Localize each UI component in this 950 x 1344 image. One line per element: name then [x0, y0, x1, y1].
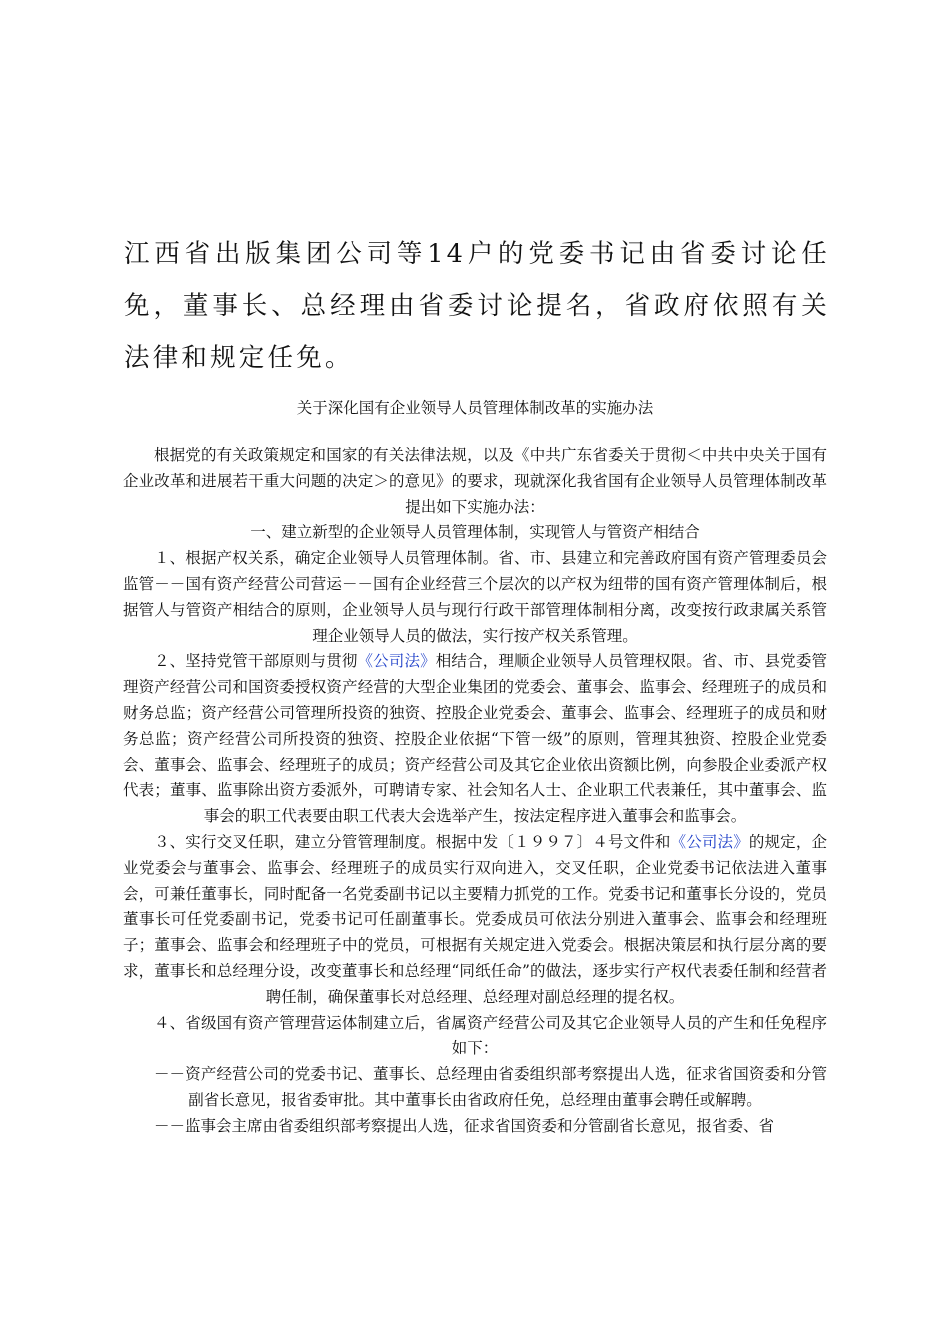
company-law-link[interactable]: 《公司法》: [357, 652, 436, 671]
document-body: [123, 443, 827, 1140]
item-2-text-rest: 相结合，理顺企业领导人员管理权限。省、市、县党委管理资产经营公司和国资委授权资产经营的大型企业集团的党委会、董事会、监事会、经理班子的成员和财务总监；资产经营公司管理所投资的独资、控股企业党委会、董事会、监事会、经理班子的成员和财务总监；资产经营公司所投资的独资、控股企业依据“下管一级”的原则，管理其独资、控股企业党委会、董事会、监事会、经理班子的成员；资产经营公司及其它企业依出资额比例，向参股企业委派产权代表；董事、监事除出资方委派外，可聘请专家、社会知名人士、企业职工代表兼任，其中董事会、监事会的职工代表要由职工代表大会选举产生，按法定程序进入董事会和监事会。: [123, 652, 827, 826]
dash-item-1: －－资产经营公司的党委书记、董事长、总经理由省委组织部考察提出人选，征求省国资委和分管副省长意见，报省委审批。其中董事长由省政府任免，总经理由董事会聘任或解聘。: [154, 1065, 827, 1109]
document-title: 关于深化国有企业领导人员管理体制改革的实施办法: [296, 399, 654, 417]
section-heading: 一、建立新型的企业领导人员管理体制，实现管人与管资产相结合: [250, 523, 700, 542]
item-2-text-start: ２、坚持党管干部原则与贯彻: [154, 652, 358, 671]
intro-paragraph: 根据党的有关政策规定和国家的有关法律法规，以及《中共广东省委关于贯彻＜中共中央关于国有企业改革和进展若干重大问题的决定＞的意见》的要求，现就深化我省国有企业领导人员管理体制改革提出如下实施办法：: [123, 446, 827, 516]
company-law-link[interactable]: 《公司法》: [670, 832, 749, 851]
item-3-text-start: ３、实行交叉任职，建立分管管理制度。根据中发〔１９９７〕４号文件和: [154, 832, 671, 851]
item-2-paragraph: [123, 649, 827, 830]
item-1-paragraph: １、根据产权关系，确定企业领导人员管理体制。省、市、县建立和完善政府国有资产管理委员会监管－－国有资产经营公司营运－－国有企业经营三个层次的以产权为纽带的国有资产管理体制后，根据管人与管资产相结合的原则，企业领导人员与现行行政干部管理体制相分离，改变按行政隶属关系管理企业领导人员的做法，实行按产权关系管理。: [123, 549, 827, 645]
item-4-paragraph: ４、省级国有资产管理营运体制建立后，省属资产经营公司及其它企业领导人员的产生和任免程序如下：: [154, 1013, 827, 1058]
item-3-paragraph: [123, 830, 827, 1011]
lead-paragraph: 江西省出版集团公司等14户的党委书记由省委讨论任免，董事长、总经理由省委讨论提名，省政府依照有关法律和规定任免。: [124, 239, 830, 373]
item-3-text-rest: 的规定，企业党委会与董事会、监事会、经理班子的成员实行双向进入，交叉任职，企业党委书记依法进入董事会，可兼任董事长，同时配备一名党委副书记以主要精力抓党的工作。党委书记和董事长分设的，党员董事长可任党委副书记，党委书记可任副董事长。党委成员可依法分别进入董事会、监事会和经理班子；董事会、监事会和经理班子中的党员，可根据有关规定进入党委会。根据决策层和执行层分离的要求，董事长和总经理分设，改变董事长和总经理“同纸任命”的做法，逐步实行产权代表委任制和经营者聘任制，确保董事长对总经理、总经理对副总经理的提名权。: [123, 832, 827, 1006]
dash-item-2: －－监事会主席由省委组织部考察提出人选，征求省国资委和分管副省长意见，报省委、省: [154, 1116, 775, 1135]
